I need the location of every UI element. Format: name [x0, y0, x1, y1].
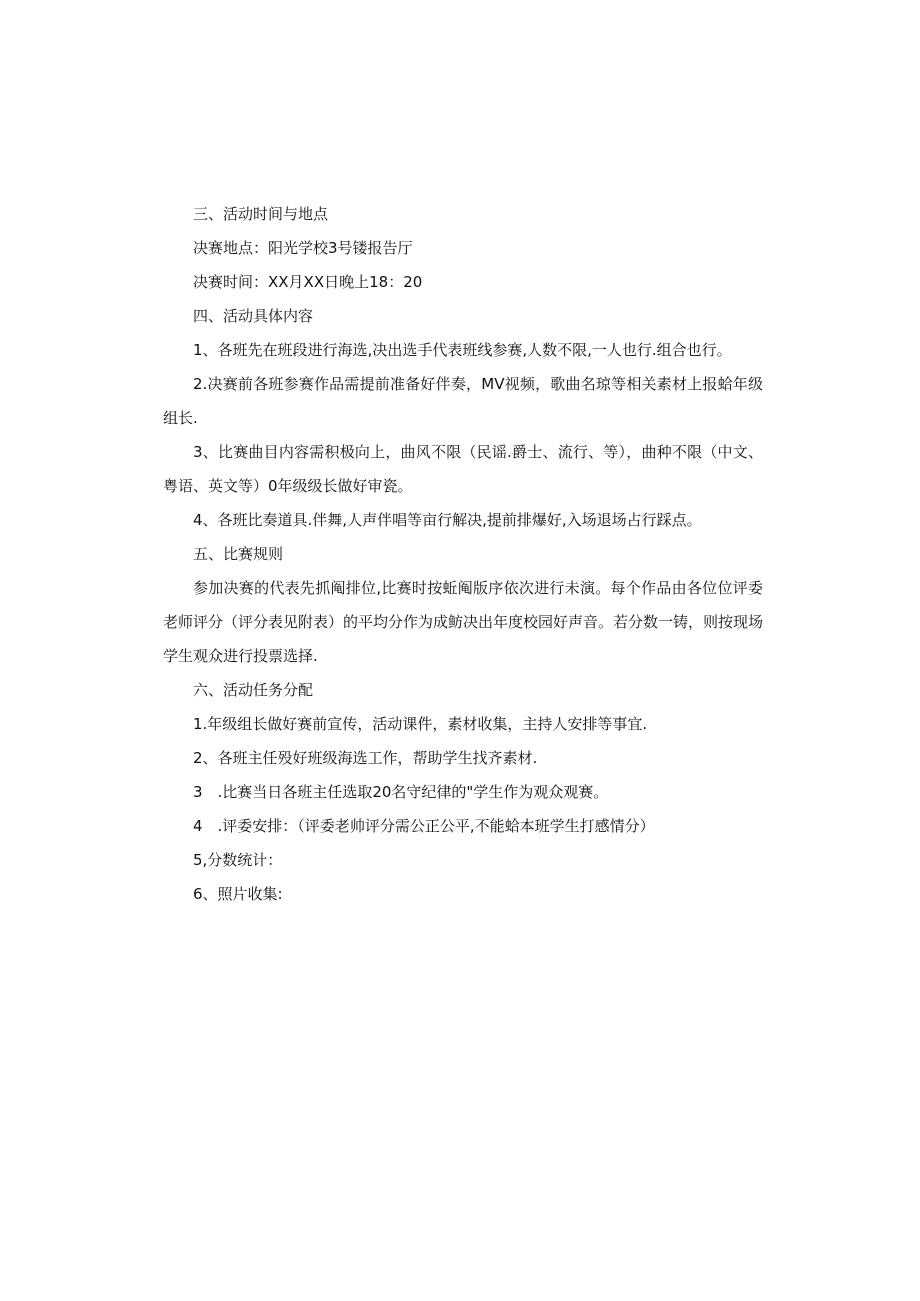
task-item-2: 2、各班主任殁好班级海选工作，帮助学生找齐素材.	[193, 749, 538, 767]
content-item-2: 2.决赛前各班参赛作品需提前准备好伴奏，MV视频，歌曲名琼等相关素材上报蛤年级组长.	[163, 375, 763, 427]
content-item-1: 1、各班先在班段进行海选,决出选手代表班线参赛,人数不限,一人也行.组合也行。	[193, 341, 732, 359]
heading-section-4: 四、活动具体内容	[193, 307, 314, 325]
final-time-line: 决赛时间：XX月XX日晚上18：20	[193, 273, 423, 291]
heading-section-3: 三、活动时间与地点	[193, 205, 329, 223]
content-item-4: 4、各班比奏道具.伴舞,人声伴唱等亩行解决,提前排爆好,入场退场占行踩点。	[193, 511, 702, 529]
task-item-3: 3 .比赛当日各班主任选取20名守纪律的"学生作为观众观赛。	[193, 783, 609, 801]
task-item-1: 1.年级组长做好赛前宣传，活动课件，素材收集，主持人安排等事宜.	[193, 715, 648, 733]
task-item-5: 5,分数统计：	[193, 851, 283, 869]
final-venue-line: 决赛地点：阳光学校3号镂报告厅	[193, 239, 413, 257]
task-item-6: 6、照片收集:	[193, 885, 283, 903]
task-item-4: 4 .评委安排：（评委老帅评分需公正公平,不能蛤本班学生打感情分）	[193, 817, 655, 835]
document-body	[163, 197, 763, 911]
heading-section-5: 五、比赛规则	[193, 545, 284, 563]
content-item-3: 3、比赛曲目内容需积极向上，曲风不限（民谣.爵士、流行、等），曲种不限（中文、粤语、英文等）0年级级长做好审瓷。	[163, 443, 763, 495]
heading-section-6: 六、活动任务分配	[193, 681, 314, 699]
rules-paragraph: 参加决赛的代表先抓阄排位,比赛时按蚯阄版序依次进行未演。每个作品由各位位评委老师评分（评分表见附表）的平均分作为成鲂决出年度校园好声音。若分数一铸，则按现场学生观众进行投票选择.	[163, 579, 764, 665]
